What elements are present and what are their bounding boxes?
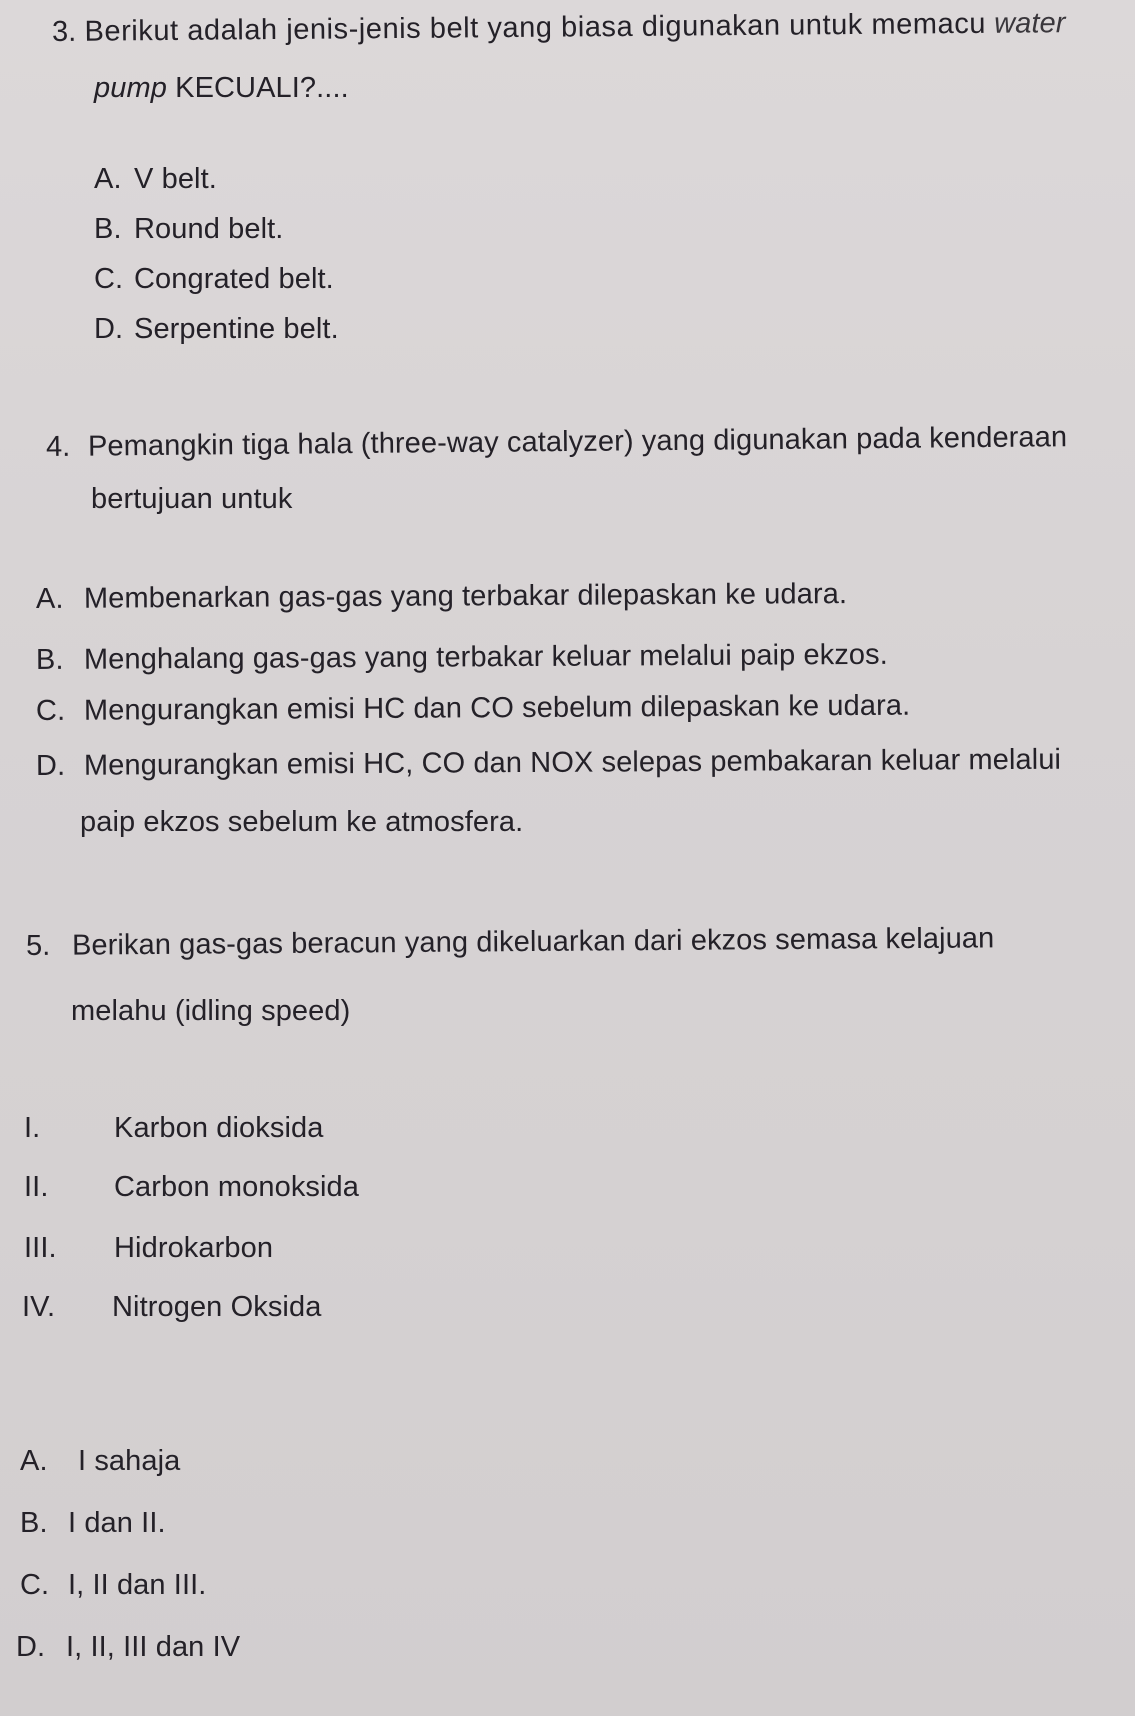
question-4-text-line-2: bertujuan untuk [91,483,293,515]
question-5-text-line-1: Berikan gas-gas beracun yang dikeluarkan dari ekzos semasa kelajuan [71,922,995,962]
question-4-line-1 [46,423,1067,462]
option-letter: D. [35,749,66,782]
option-text: I dan II. [68,1507,166,1539]
question-4-text-line-1: Pemangkin tiga hala (three-way catalyzer) yang digunakan pada kenderaan [87,421,1068,463]
item-text: Karbon dioksida [114,1112,324,1144]
question-3-text-water: water [994,7,1066,40]
question-5-item-2 [24,1173,359,1202]
question-3-option-c [94,265,334,294]
question-5-option-c [20,1571,206,1600]
question-3-option-b [94,215,283,244]
question-5-line-2 [71,997,350,1026]
question-5-item-4 [22,1293,321,1322]
question-4-option-a [36,580,847,614]
item-text: Nitrogen Oksida [112,1291,322,1323]
option-text: Membenarkan gas-gas yang terbakar dilepaskan ke udara. [83,578,848,615]
option-text: Mengurangkan emisi HC dan CO sebelum dilepaskan ke udara. [83,689,911,727]
option-letter: B. [94,213,122,245]
question-5-option-b [20,1509,166,1538]
option-text-continuation: paip ekzos sebelum ke atmosfera. [80,806,524,838]
question-4-line-2 [91,485,292,514]
question-3-text-pump: pump [94,72,167,104]
option-text: I, II dan III. [68,1569,207,1601]
question-4-option-d [35,743,1062,782]
question-5-item-1 [24,1114,323,1143]
option-letter: A. [35,582,64,615]
item-text: Carbon monoksida [114,1171,360,1203]
question-4-option-b [35,638,888,676]
question-5-text-line-2: melahu (idling speed) [71,995,351,1027]
option-text: Menghalang gas-gas yang terbakar keluar melalui paip ekzos. [83,638,888,676]
option-letter: C. [94,263,124,295]
option-text: I sahaja [78,1445,181,1477]
option-text: Congrated belt. [134,263,334,295]
question-3-option-d [94,315,339,344]
roman-numeral: I. [24,1112,41,1144]
question-4-option-c [35,689,911,727]
option-text: Serpentine belt. [134,313,339,345]
item-text: Hidrokarbon [114,1232,274,1264]
option-text: Round belt. [134,213,284,245]
roman-numeral: II. [24,1171,49,1203]
option-text: Mengurangkan emisi HC, CO dan NOX selepas pembakaran keluar melalui [83,743,1062,782]
question-4-number: 4. [45,430,71,463]
option-letter: B. [20,1507,48,1539]
option-text: V belt. [134,163,217,195]
option-letter: A. [20,1445,48,1477]
question-5-option-d [16,1633,240,1662]
question-3-text-line-1: Berikut adalah jenis-jenis belt yang biasa digunakan untuk memacu [84,7,987,48]
option-letter: D. [94,313,124,345]
option-letter: C. [20,1569,50,1601]
question-4-option-d-continuation [80,808,523,837]
option-letter: A. [94,163,122,195]
option-letter: C. [35,694,66,727]
question-5-line-1 [26,924,995,961]
question-3-line-1 [52,9,1066,47]
question-3-option-a [94,165,217,194]
roman-numeral: IV. [22,1291,56,1323]
option-letter: B. [35,643,64,676]
question-5-item-3 [24,1234,273,1263]
question-3-number: 3. [51,15,77,48]
question-3-line-2 [94,74,349,103]
question-5-option-a [20,1447,180,1476]
question-3-text-kecuali: KECUALI?.... [175,72,349,104]
roman-numeral: III. [24,1232,57,1264]
option-letter: D. [16,1631,46,1663]
question-5-number: 5. [25,929,51,962]
option-text: I, II, III dan IV [66,1631,241,1663]
